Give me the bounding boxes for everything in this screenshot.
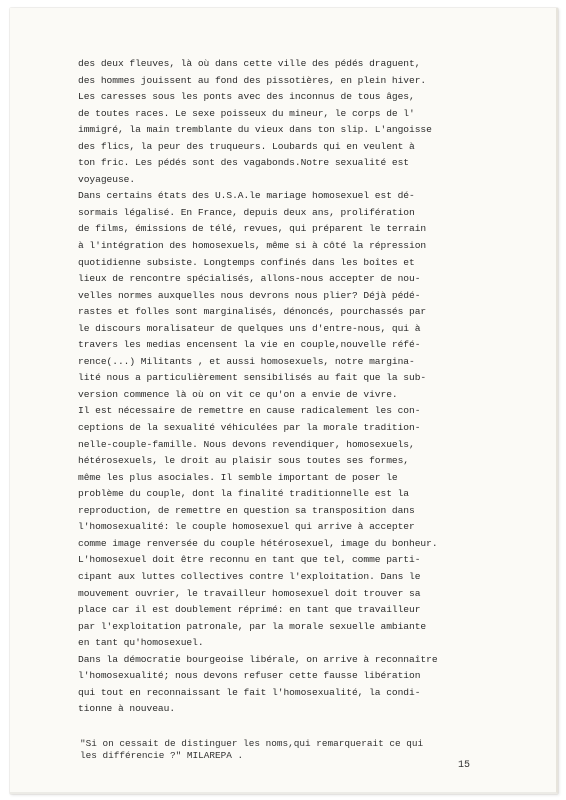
document-page xyxy=(10,8,558,794)
text-line: L'homosexuel doit être reconnu en tant que tel, comme parti- xyxy=(78,554,421,566)
text-line: par l'exploitation patronale, par la morale sexuelle ambiante xyxy=(78,620,427,632)
text-line: le discours moralisateur de quelques uns d'entre-nous, qui à xyxy=(78,322,421,334)
text-line: à l'intégration des homosexuels, même si à côté la répression xyxy=(78,240,427,252)
text-line: version commence là où on vit ce qu'on a envie de vivre. xyxy=(78,388,398,400)
text-line: tionne à nouveau. xyxy=(78,703,176,715)
text-line: nelle-couple-famille. Nous devons revendiquer, homosexuels, xyxy=(78,438,415,450)
text-line: hétérosexuels, le droit au plaisir sous toutes ses formes, xyxy=(78,455,410,467)
text-line: des deux fleuves, là où dans cette ville des pédés draguent, xyxy=(78,58,421,69)
text-line: de films, émissions de télé, revues, qui préparent le terrain xyxy=(78,223,427,235)
text-line: en tant qu'homosexuel. xyxy=(78,637,204,649)
text-line: Dans certains états des U.S.A.le mariage homosexuel est dé- xyxy=(78,190,415,202)
text-line: même les plus asociales. Il semble important de poser le xyxy=(78,471,398,483)
text-line: de toutes races. Le sexe poisseux du mineur, le corps de l' xyxy=(78,107,415,119)
footnote-quote xyxy=(80,738,520,761)
text-line: ceptions de la sexualité véhiculées par la morale tradition- xyxy=(78,422,421,434)
text-line: velles normes auxquelles nous devrons nous plier? Déjà pédé- xyxy=(78,289,421,301)
text-line: reproduction, de remettre en question sa transposition dans xyxy=(78,504,415,516)
text-line: travers les medias encensent la vie en couple,nouvelle réfé- xyxy=(78,339,421,351)
page-number: 15 xyxy=(458,760,471,771)
body-text xyxy=(78,56,524,718)
text-line: immigré, la main tremblante du vieux dans ton slip. L'angoisse xyxy=(78,124,432,136)
text-line: cipant aux luttes collectives contre l'exploitation. Dans le xyxy=(78,570,421,582)
text-line: Dans la démocratie bourgeoise libérale, on arrive à reconnaître xyxy=(78,653,438,665)
text-line: voyageuse. xyxy=(78,173,136,185)
text-line: qui tout en reconnaissant le fait l'homosexualité, la condi- xyxy=(78,686,421,698)
text-line: lité nous a particulièrement sensibilisés au fait que la sub- xyxy=(78,372,427,384)
text-line: "Si on cessait de distinguer les noms,qui remarquerait ce qui xyxy=(80,738,424,749)
text-line: ton fric. Les pédés sont des vagabonds.Notre sexualité est xyxy=(78,157,410,169)
text-line: rastes et folles sont marginalisés, dénoncés, pourchassés par xyxy=(78,306,427,318)
text-line: place car il est doublement réprimé: en tant que travailleur xyxy=(78,604,421,616)
text-line: rence(...) Militants , et aussi homosexuels, notre margina- xyxy=(78,355,415,367)
text-line: l'homosexualité; nous devons refuser cette fausse libération xyxy=(78,670,421,682)
text-line: problème du couple, dont la finalité traditionnelle est la xyxy=(78,488,410,500)
text-line: sormais légalisé. En France, depuis deux ans, prolifération xyxy=(78,206,415,218)
text-line: comme image renversée du couple hétérosexuel, image du bonheur. xyxy=(78,537,438,549)
text-line: Les caresses sous les ponts avec des inconnus de tous âges, xyxy=(78,91,415,103)
text-line: des flics, la peur des truqueurs. Loubards qui en veulent à xyxy=(78,140,415,152)
text-line: Il est nécessaire de remettre en cause radicalement les con- xyxy=(78,405,421,417)
text-line: des hommes jouissent au fond des pissotières, en plein hiver. xyxy=(78,74,427,86)
text-line: quotidienne subsiste. Longtemps confinés dans les boîtes et xyxy=(78,256,415,268)
text-line: mouvement ouvrier, le travailleur homosexuel doit trouver sa xyxy=(78,587,421,599)
text-line: l'homosexualité: le couple homosexuel qui arrive à accepter xyxy=(78,521,415,533)
text-line: lieux de rencontre spécialisés, allons-nous accepter de nou- xyxy=(78,273,421,285)
text-line: les différencie ?" MILAREPA . xyxy=(80,749,244,761)
